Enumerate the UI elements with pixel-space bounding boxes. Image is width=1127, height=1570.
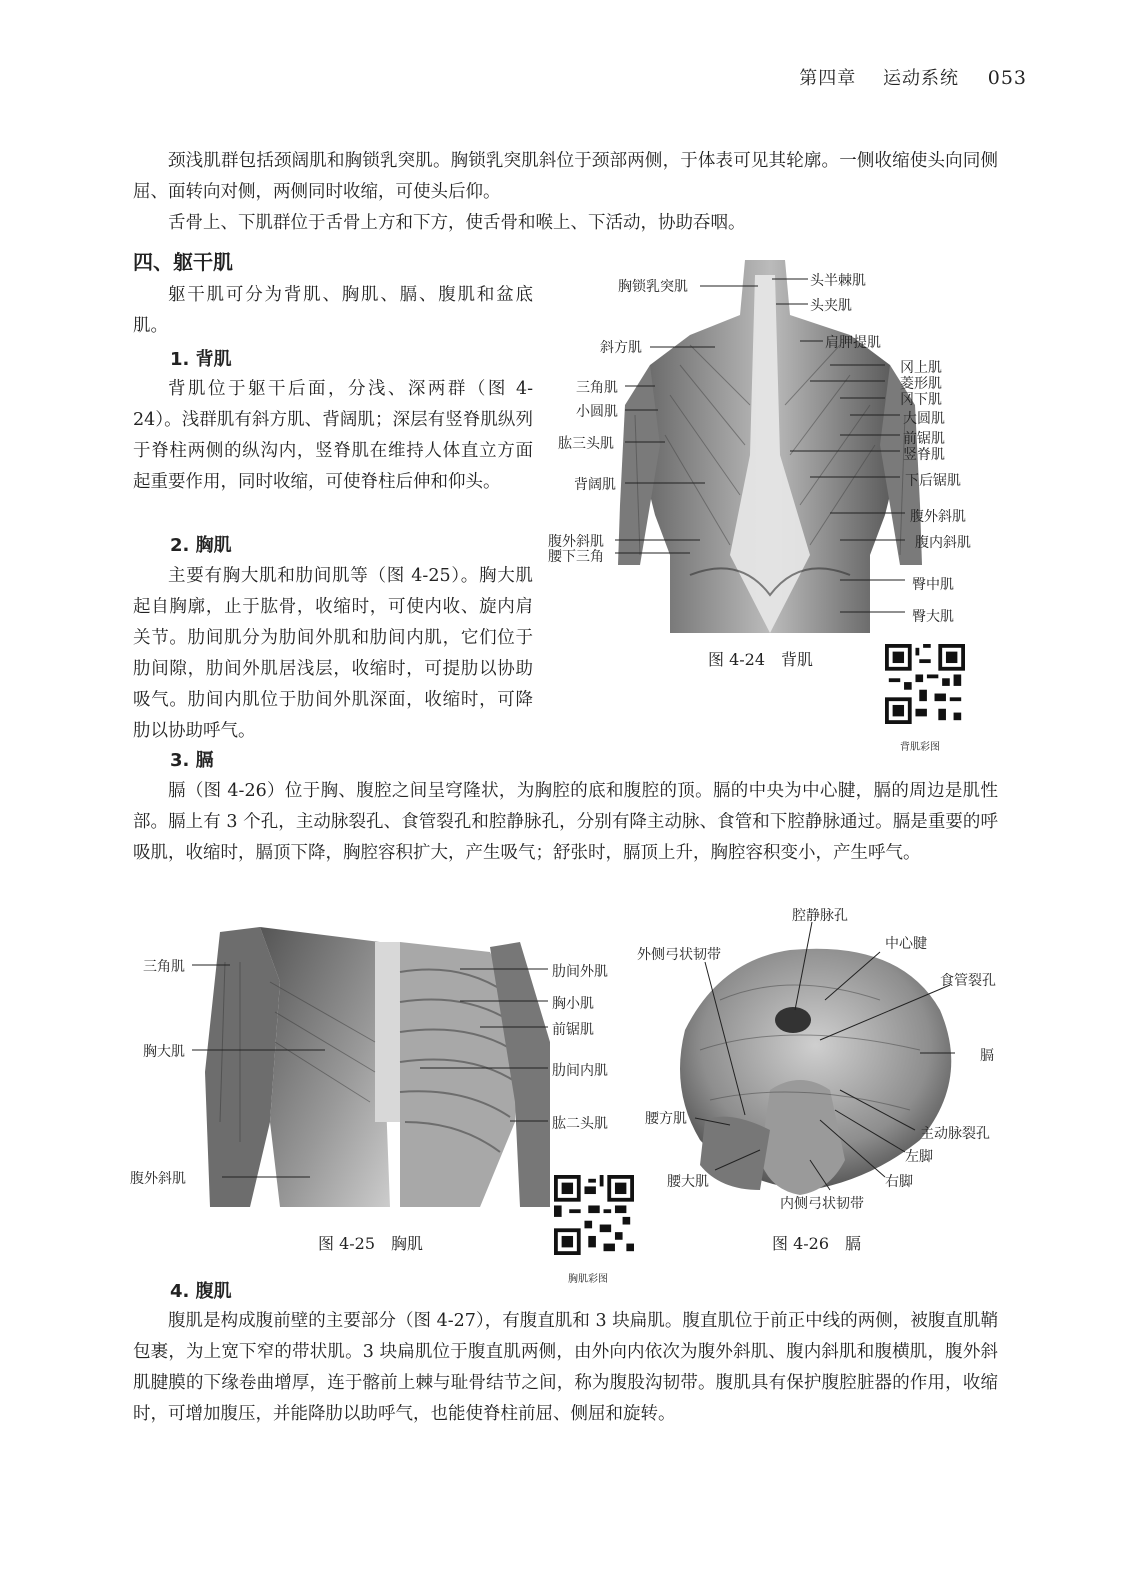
label-deltoid-chest: 三角肌 — [143, 959, 185, 975]
section-label: 运动系统 — [883, 68, 959, 89]
label-vena-cava-foramen: 腔静脉孔 — [792, 908, 848, 924]
label-rhomboid: 菱形肌 — [900, 376, 942, 392]
paragraph-abdomen: 腹肌是构成腹前壁的主要部分（图 4-27），有腹直肌和 3 块扁肌。腹直肌位于前正中线的两侧，被腹直肌鞘包裹，为上宽下窄的带状肌。3 块扁肌位于腹直肌两侧，由外向内依次为腹外斜肌、腹内斜肌和腹横肌，腹外斜肌腱膜的下缘卷曲增厚，连于髂前上棘与耻骨结节之间，称为腹股沟韧带。腹肌具有保护腹腔脏器的作用，收缩时，可增加腹压，并能降肋以助呼气，也能使脊柱前屈、侧屈和旋转。 — [133, 1311, 998, 1424]
label-external-oblique-chest: 腹外斜肌 — [130, 1171, 186, 1187]
label-lateral-arcuate-ligament: 外侧弓状韧带 — [637, 947, 721, 963]
page-header — [799, 64, 1027, 90]
paragraph-diaphragm: 膈（图 4-26）位于胸、腹腔之间呈穹隆状，为胸腔的底和腹腔的顶。膈的中央为中心腱，膈的周边是肌性部。膈上有 3 个孔，主动脉裂孔、食管裂孔和腔静脉孔，分别有降主动脉、食管和下腔静脉通过。膈是重要的呼吸肌，收缩时，膈顶下降，胸腔容积扩大，产生吸气；舒张时，膈顶上升，胸腔容积变小，产生呼气。 — [133, 781, 998, 863]
heading-abdomen: 4. 腹肌 — [170, 1281, 232, 1302]
label-external-oblique-back: 腹外斜肌 — [548, 534, 604, 550]
label-aortic-hiatus: 主动脉裂孔 — [920, 1126, 990, 1142]
label-inferior-lumbar-triangle: 腰下三角 — [548, 549, 604, 565]
paragraph-chest: 主要有胸大肌和肋间肌等（图 4-25）。胸大肌起自胸廓，止于肱骨，收缩时，可使内收、旋内肩关节。肋间肌分为肋间外肌和肋间内肌，它们位于肋间隙，肋间外肌居浅层，收缩时，可提肋以协助吸气。肋间内肌位于肋间外肌深面，收缩时，可降肋以协助呼气。 — [133, 566, 533, 741]
label-quadratus-lumborum: 腰方肌 — [645, 1111, 687, 1127]
label-external-intercostal: 肋间外肌 — [552, 964, 608, 980]
paragraph-hyoid: 舌骨上、下肌群位于舌骨上方和下方，使舌骨和喉上、下活动，协助吞咽。 — [168, 213, 746, 233]
label-serratus-anterior-back: 前锯肌 — [903, 431, 945, 447]
chapter-label: 第四章 — [799, 68, 857, 89]
label-levator-scapulae: 肩胛提肌 — [825, 335, 881, 351]
paragraph-back: 背肌位于躯干后面，分浅、深两群（图 4-24）。浅群肌有斜方肌、背阔肌；深层有竖脊肌纵列于脊柱两侧的纵沟内，竖脊肌在维持人体直立方面起重要作用，同时收缩，可使脊柱后伸和仰头。 — [133, 379, 533, 492]
page-number: 053 — [987, 67, 1027, 89]
label-medial-arcuate-ligament: 内侧弓状韧带 — [780, 1196, 864, 1212]
label-splenius-capitis: 头夹肌 — [810, 298, 852, 314]
caption-fig-4-26: 图 4-26 膈 — [772, 1234, 862, 1253]
paragraph-trunk-intro: 躯干肌可分为背肌、胸肌、膈、腹肌和盆底肌。 — [133, 285, 533, 336]
label-diaphragm: 膈 — [980, 1048, 994, 1064]
label-psoas-major: 腰大肌 — [667, 1174, 709, 1190]
label-serratus-anterior-chest: 前锯肌 — [552, 1022, 594, 1038]
caption-fig-4-24: 图 4-24 背肌 — [708, 650, 814, 669]
label-latissimus-dorsi: 背阔肌 — [574, 477, 616, 493]
label-central-tendon: 中心腱 — [885, 936, 927, 952]
heading-back: 1. 背肌 — [170, 349, 232, 370]
section-heading-trunk: 四、躯干肌 — [133, 250, 233, 274]
label-infraspinatus: 冈下肌 — [900, 392, 942, 408]
label-supraspinatus: 冈上肌 — [900, 360, 942, 376]
label-serratus-posterior-inferior: 下后锯肌 — [905, 473, 961, 489]
label-erector-spinae: 竖脊肌 — [903, 447, 945, 463]
caption-fig-4-25: 图 4-25 胸肌 — [318, 1234, 424, 1253]
label-pectoralis-minor: 胸小肌 — [552, 996, 594, 1012]
label-semispinalis-capitis: 头半棘肌 — [810, 273, 866, 289]
label-internal-oblique: 腹内斜肌 — [915, 535, 971, 551]
label-left-crus: 左脚 — [905, 1149, 933, 1165]
qr-code-back-icon[interactable] — [885, 644, 965, 724]
qr-caption-chest: 胸肌彩图 — [568, 1274, 608, 1285]
qr-caption-back: 背肌彩图 — [900, 742, 940, 753]
label-gluteus-maximus: 臀大肌 — [912, 609, 954, 625]
label-biceps: 肱二头肌 — [552, 1116, 608, 1132]
label-right-crus: 右脚 — [885, 1174, 913, 1190]
label-triceps: 肱三头肌 — [558, 436, 614, 452]
label-esophageal-hiatus: 食管裂孔 — [940, 973, 996, 989]
label-internal-intercostal: 肋间内肌 — [552, 1063, 608, 1079]
label-teres-minor: 小圆肌 — [576, 404, 618, 420]
label-external-oblique-right: 腹外斜肌 — [910, 509, 966, 525]
label-gluteus-medius: 臀中肌 — [912, 577, 954, 593]
label-trapezius: 斜方肌 — [600, 340, 642, 356]
heading-diaphragm: 3. 膈 — [170, 750, 214, 771]
label-deltoid-back: 三角肌 — [576, 380, 618, 396]
heading-chest: 2. 胸肌 — [170, 535, 232, 556]
label-teres-major: 大圆肌 — [903, 411, 945, 427]
label-pectoralis-major: 胸大肌 — [143, 1044, 185, 1060]
qr-code-chest-icon[interactable] — [554, 1175, 634, 1255]
label-sternocleidomastoid: 胸锁乳突肌 — [618, 279, 688, 295]
paragraph-neck-superficial: 颈浅肌群包括颈阔肌和胸锁乳突肌。胸锁乳突肌斜位于颈部两侧，于体表可见其轮廓。一侧收缩使头向同侧屈、面转向对侧，两侧同时收缩，可使头后仰。 — [133, 151, 998, 202]
